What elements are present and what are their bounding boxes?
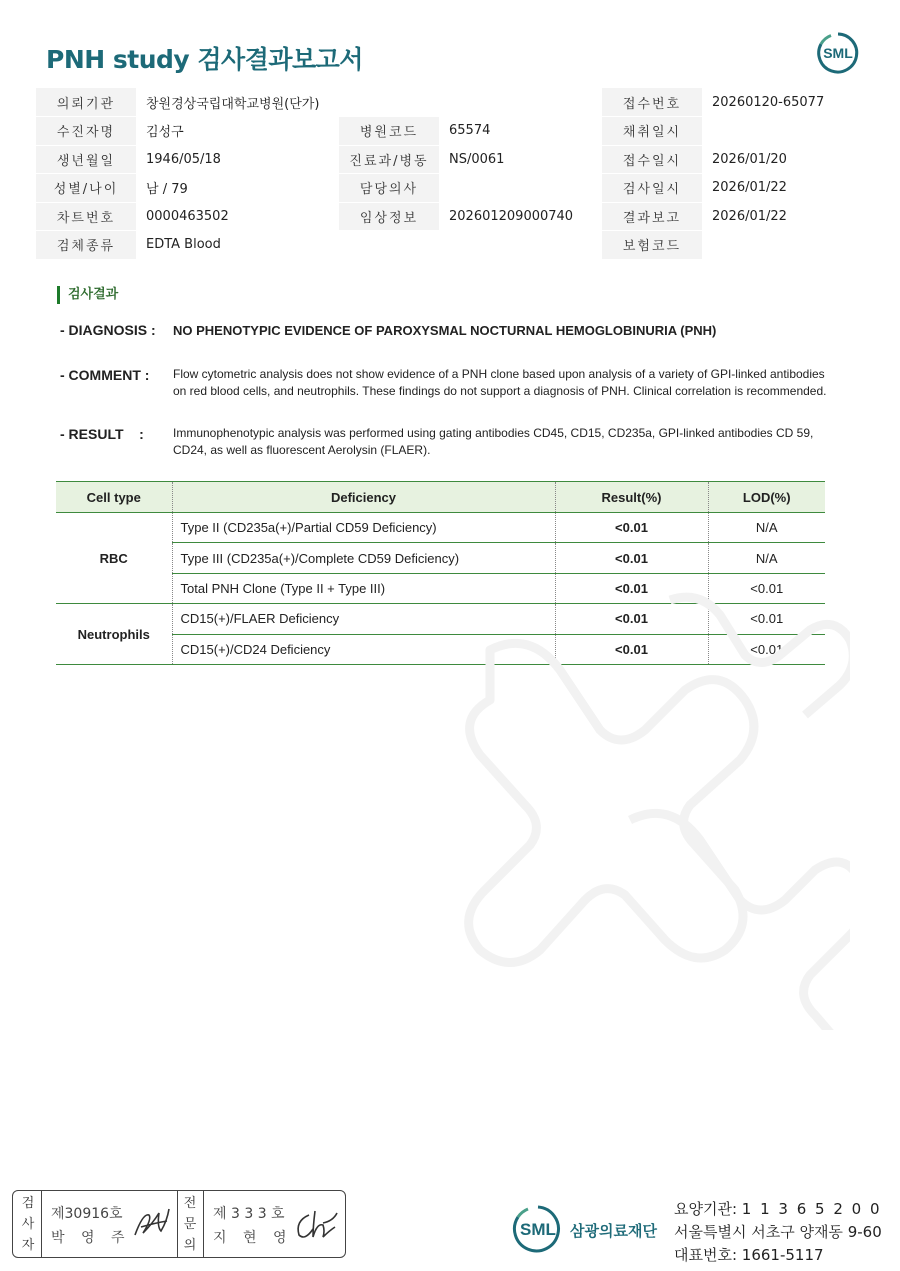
diagnosis-label: - DIAGNOSIS : — [60, 322, 156, 338]
info-label: 접수일시 — [602, 145, 702, 174]
info-value: 0000463502 — [136, 202, 339, 231]
info-value: 2026/01/20 — [702, 145, 864, 174]
info-value: 김성구 — [136, 117, 339, 146]
foundation-name: 삼광의료재단 — [570, 1222, 657, 1240]
diagnosis-text: NO PHENOTYPIC EVIDENCE OF PAROXYSMAL NOCTURNAL HEMOGLOBINURIA (PNH) — [173, 323, 717, 338]
info-label: 임상정보 — [339, 202, 439, 231]
info-row — [36, 88, 864, 117]
info-label: 성별/나이 — [36, 174, 136, 203]
info-label: 차트번호 — [36, 202, 136, 231]
info-value — [439, 88, 602, 117]
info-label — [339, 231, 439, 260]
info-label — [339, 88, 439, 117]
info-label: 접수번호 — [602, 88, 702, 117]
info-value: 65574 — [439, 117, 602, 146]
info-value: EDTA Blood — [136, 231, 339, 260]
info-label: 채취일시 — [602, 117, 702, 146]
result-cell: <0.01 — [555, 573, 708, 603]
info-value: 2026/01/22 — [702, 174, 864, 203]
info-value: 20260120-65077 — [702, 88, 864, 117]
org-code: 요양기관: 1 1 3 6 5 2 0 0 — [674, 1200, 882, 1218]
info-label: 보험코드 — [602, 231, 702, 260]
info-row — [36, 117, 864, 146]
info-label: 검체종류 — [36, 231, 136, 260]
deficiency-cell: CD15(+)/FLAER Deficiency — [172, 604, 555, 634]
info-label: 결과보고 — [602, 202, 702, 231]
patient-info-table — [36, 88, 864, 260]
cell-type: Neutrophils — [56, 604, 172, 665]
specialist-signature-icon — [293, 1207, 343, 1243]
lod-cell: <0.01 — [708, 604, 825, 634]
col-header-result: Result(%) — [555, 482, 708, 513]
info-value — [439, 231, 602, 260]
signature-box — [12, 1190, 346, 1258]
info-value: 남 / 79 — [136, 174, 339, 203]
table-row — [56, 513, 825, 543]
lod-cell: <0.01 — [708, 573, 825, 603]
deficiency-cell: CD15(+)/CD24 Deficiency — [172, 634, 555, 664]
lod-cell: N/A — [708, 543, 825, 573]
info-label: 수진자명 — [36, 117, 136, 146]
info-value — [702, 231, 864, 260]
result-cell: <0.01 — [555, 604, 708, 634]
cell-type: RBC — [56, 513, 172, 604]
info-label: 검사일시 — [602, 174, 702, 203]
watermark-cross-icon — [370, 590, 850, 1030]
comment-label: - COMMENT : — [60, 367, 150, 383]
section-title-results: 검사결과 — [57, 286, 118, 304]
info-value: 202601209000740 — [439, 202, 602, 231]
info-value — [702, 117, 864, 146]
comment-text: Flow cytometric analysis does not show evidence of a PNH clone based upon analysis of a variety of GPI-linked antibodies on red blood cells, and neutrophils. These findings do not support a diagnosis of PNH. Clinical correlation is recommended. — [173, 367, 827, 398]
deficiency-cell: Total PNH Clone (Type II + Type III) — [172, 573, 555, 603]
specialist-license-no: 제 3 3 3 호 — [213, 1206, 285, 1222]
info-value: 1946/05/18 — [136, 145, 339, 174]
lod-cell: <0.01 — [708, 634, 825, 664]
address: 서울특별시 서초구 양재동 9-60 — [674, 1223, 882, 1241]
col-header-cell-type: Cell type — [56, 482, 172, 513]
table-row — [56, 543, 825, 573]
report-title: PNH study 검사결과보고서 — [46, 45, 363, 74]
info-label: 생년월일 — [36, 145, 136, 174]
info-label: 병원코드 — [339, 117, 439, 146]
info-value: NS/0061 — [439, 145, 602, 174]
lod-cell: N/A — [708, 513, 825, 543]
info-value: 2026/01/22 — [702, 202, 864, 231]
specialist-label: 전 문 의 — [183, 1196, 197, 1253]
result-cell: <0.01 — [555, 634, 708, 664]
phone: 대표번호: 1661-5117 — [674, 1246, 824, 1264]
info-row — [36, 174, 864, 203]
examiner-signature-icon — [131, 1205, 177, 1245]
info-value: 창원경상국립대학교병원(단가) — [136, 88, 339, 117]
col-header-deficiency: Deficiency — [172, 482, 555, 513]
result-label: - RESULT : — [60, 426, 144, 442]
info-row — [36, 145, 864, 174]
info-row — [36, 231, 864, 260]
result-table-header — [56, 482, 825, 513]
examiner-name: 박 영 주 — [51, 1230, 131, 1246]
result-text: Immunophenotypic analysis was performed using gating antibodies CD45, CD15, CD235a, GPI-linked antibodies CD 59, CD24, as well as fluorescent Aerolysin (FLAER). — [173, 426, 814, 457]
deficiency-cell: Type III (CD235a(+)/Complete CD59 Deficiency) — [172, 543, 555, 573]
sml-logo-icon — [815, 30, 861, 76]
result-cell: <0.01 — [555, 543, 708, 573]
specialist-name: 지 현 영 — [213, 1230, 293, 1246]
col-header-lod: LOD(%) — [708, 482, 825, 513]
result-cell: <0.01 — [555, 513, 708, 543]
info-label: 의뢰기관 — [36, 88, 136, 117]
info-label: 담당의사 — [339, 174, 439, 203]
examiner-license-no: 제30916호 — [51, 1206, 123, 1222]
info-label: 진료과/병동 — [339, 145, 439, 174]
examiner-label: 검 사 자 — [21, 1196, 35, 1253]
svg-text:SML: SML — [520, 1220, 556, 1239]
svg-text:SML: SML — [823, 45, 853, 61]
deficiency-cell: Type II (CD235a(+)/Partial CD59 Deficiency) — [172, 513, 555, 543]
info-value — [439, 174, 602, 203]
info-row — [36, 202, 864, 231]
sml-footer-logo-icon — [510, 1203, 566, 1253]
